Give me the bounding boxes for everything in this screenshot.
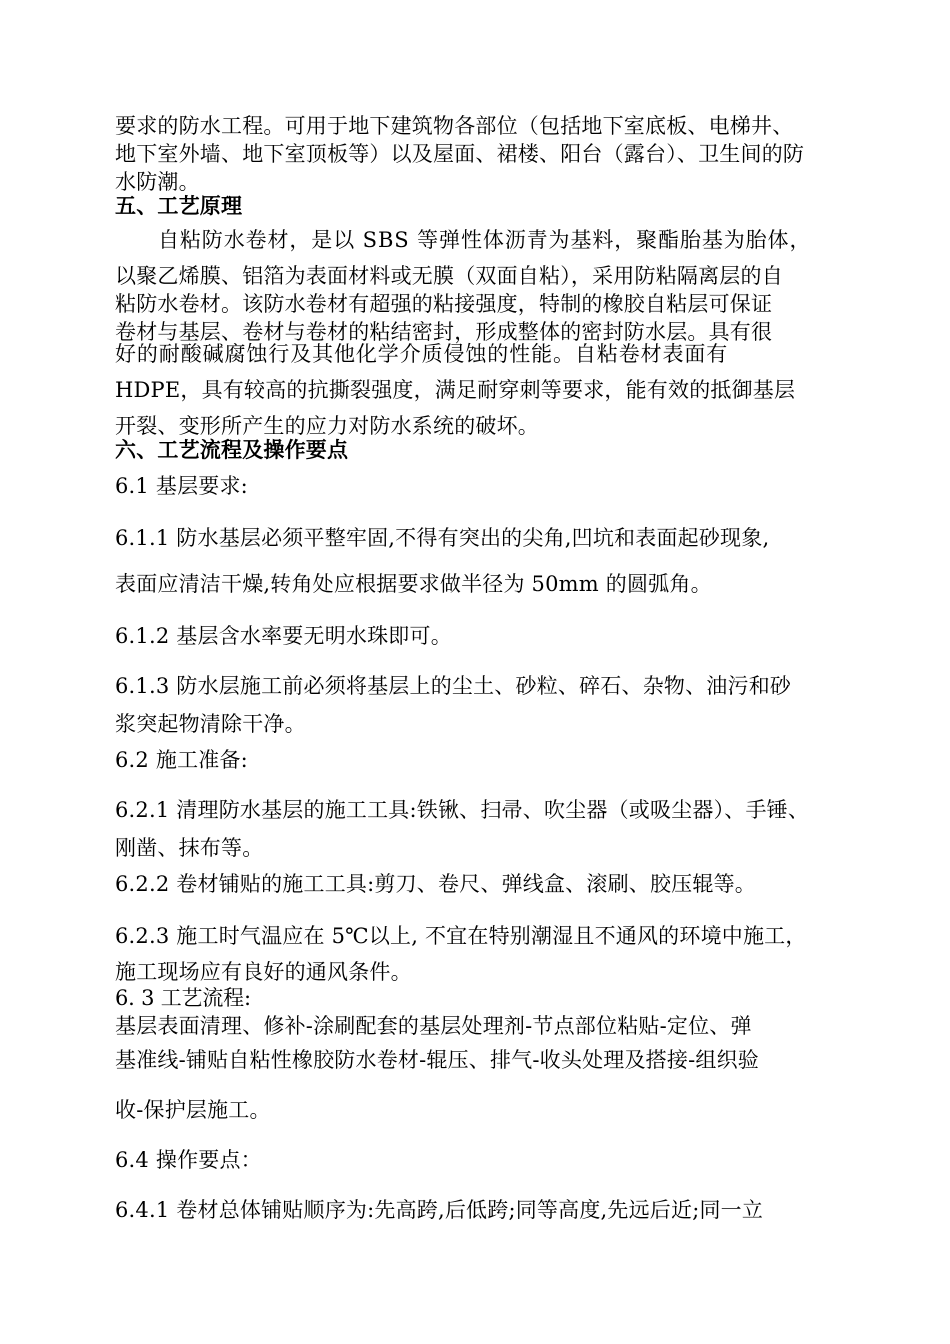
subsection-title-6-3: 6. 3 工艺流程: <box>115 986 251 1010</box>
subsection-title-6-4: 6.4 操作要点： <box>115 1148 262 1172</box>
body-text-line: 6.2.1 清理防水基层的施工工具:铁锹、扫帚、吹尘器（或吸尘器）、手锤、 <box>115 798 810 822</box>
body-text-line: 施工现场应有良好的通风条件。 <box>115 960 412 984</box>
subsection-title-6-2: 6.2 施工准备: <box>115 748 248 772</box>
body-text-line: 粘防水卷材。该防水卷材有超强的粘接强度，特制的橡胶自粘层可保证 <box>115 292 773 316</box>
body-text-line: 以聚乙烯膜、铝箔为表面材料或无膜（双面自粘），采用防粘隔离层的自 <box>115 264 783 288</box>
body-text-line: 6.1.1 防水基层必须平整牢固,不得有突出的尖角,凹坑和表面起砂现象, <box>115 526 770 550</box>
body-text-line: 基准线-铺贴自粘性橡胶防水卷材-辊压、排气-收头处理及搭接-组织验 <box>115 1048 759 1072</box>
body-text-line: 6.4.1 卷材总体铺贴顺序为:先高跨,后低跨;同等高度,先远后近;同一立 <box>115 1198 764 1222</box>
section-heading-6: 六、工艺流程及操作要点 <box>115 437 349 462</box>
body-text-line: 卷材与基层、卷材与卷材的粘结密封，形成整体的密封防水层。具有很 <box>115 320 773 344</box>
body-text-line: 表面应清洁干燥,转角处应根据要求做半径为 50mm 的圆弧角。 <box>115 572 712 596</box>
subsection-title-6-1: 6.1 基层要求: <box>115 474 248 498</box>
body-text-line: 基层表面清理、修补-涂刷配套的基层处理剂-节点部位粘贴-定位、弹 <box>115 1014 752 1038</box>
body-text-line: 收-保护层施工。 <box>115 1098 271 1122</box>
body-text-line: 自粘防水卷材，是以 SBS 等弹性体沥青为基料，聚酯胎基为胎体， <box>158 228 812 252</box>
body-text-line: 浆突起物清除干净。 <box>115 712 306 736</box>
body-text-line: 要求的防水工程。可用于地下建筑物各部位（包括地下室底板、电梯井、 <box>115 114 794 138</box>
body-text-line: HDPE，具有较高的抗撕裂强度，满足耐穿刺等要求，能有效的抵御基层 <box>115 378 796 402</box>
body-text-line: 6.1.2 基层含水率要无明水珠即可。 <box>115 624 452 648</box>
body-text-line: 好的耐酸碱腐蚀行及其他化学介质侵蚀的性能。自粘卷材表面有 <box>115 342 729 366</box>
body-text-line: 刚凿、抹布等。 <box>115 836 264 860</box>
body-text-line: 6.2.2 卷材铺贴的施工工具:剪刀、卷尺、弹线盒、滚刷、胶压辊等。 <box>115 872 756 896</box>
body-text-line: 开裂、变形所产生的应力对防水系统的破坏。 <box>115 414 539 438</box>
body-text-line: 水防潮。 <box>115 170 200 194</box>
body-text-line: 6.1.3 防水层施工前必须将基层上的尘土、砂粒、碎石、杂物、油污和砂 <box>115 674 792 698</box>
section-heading-5: 五、工艺原理 <box>115 193 243 218</box>
body-text-line: 地下室外墙、地下室顶板等）以及屋面、裙楼、阳台（露台）、卫生间的防 <box>115 142 805 166</box>
body-text-line: 6.2.3 施工时气温应在 5℃以上, 不宜在特别潮湿且不通风的环境中施工， <box>115 924 807 948</box>
